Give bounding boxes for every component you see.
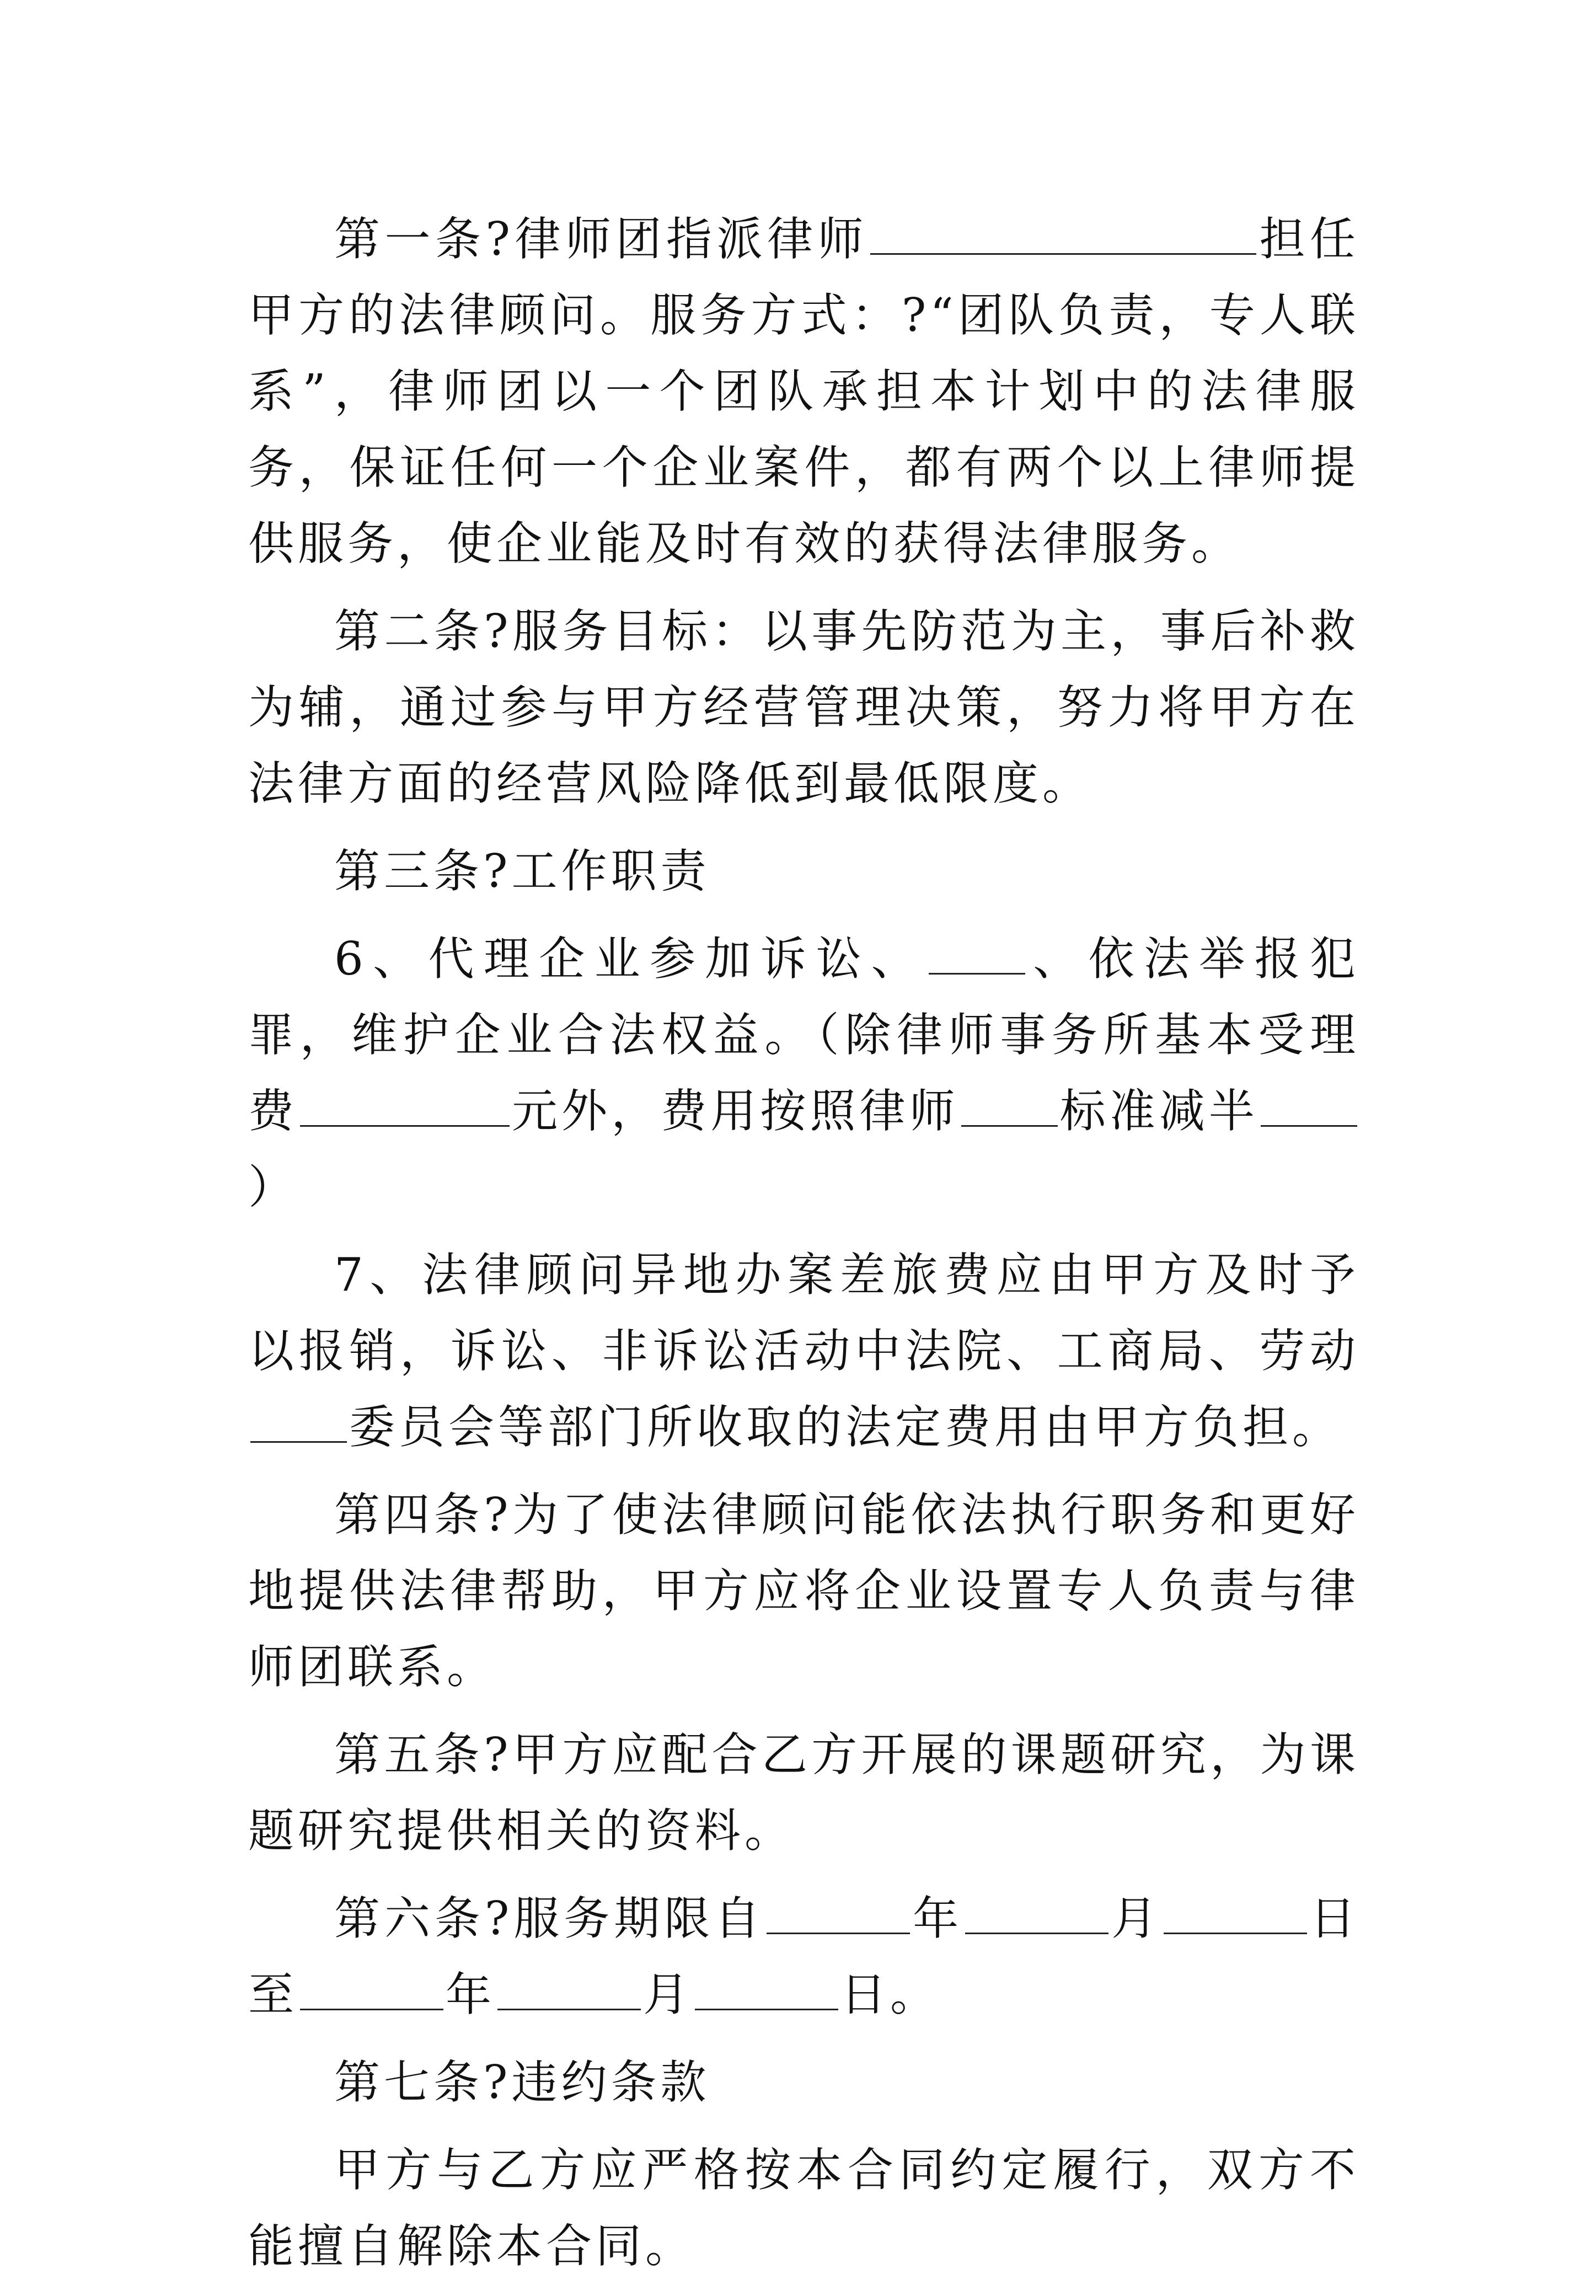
- article-6-paragraph: [248, 1881, 1359, 2033]
- text-run: 委员会等部门所收取的法定费用由甲方负担。: [349, 1400, 1342, 1454]
- fill-in-blank: [300, 1087, 510, 1127]
- text-run: 第四条?为了使法律顾问能依法执行职务和更好地提供法律帮助，甲方应将企业设置专人负责与律师团联系。: [248, 1488, 1359, 1694]
- text-run: 第二条?服务目标：以事先防范为主，事后补救为辅，通过参与甲方经营管理决策，努力将甲方在法律方面的经营风险降低到最低限度。: [248, 604, 1359, 810]
- text-run: 6、代理企业参加诉讼、: [334, 932, 926, 986]
- text-run: 担任甲方的法律顾问。服务方式：?“团队负责，专人联系”，律师团以一个团队承担本计划中的法律服务，保证任何一个企业案件，都有两个以上律师提供服务，使企业能及时有效的获得法律服务。: [248, 212, 1359, 570]
- fill-in-blank: [1261, 1087, 1357, 1127]
- fill-in-blank: [695, 1970, 838, 2010]
- article-7-paragraph: [248, 2132, 1359, 2284]
- fill-in-blank: [929, 934, 1025, 975]
- fill-in-blank: [961, 1087, 1058, 1127]
- text-run: 年: [446, 1968, 495, 2021]
- article-4-paragraph: [248, 1477, 1359, 1705]
- fill-in-blank: [1164, 1894, 1307, 1934]
- fill-in-blank: [250, 1403, 347, 1443]
- fill-in-blank: [300, 1970, 443, 2010]
- text-run: 第五条?甲方应配合乙方开展的课题研究，为课题研究提供相关的资料。: [248, 1728, 1359, 1858]
- text-run: 第三条?工作职责: [334, 844, 710, 898]
- text-run: 7、法律顾问异地办案差旅费应由甲方及时予以报销，诉讼、非诉讼活动中法院、工商局、劳动: [248, 1248, 1359, 1378]
- text-run: 第一条?律师团指派律师: [334, 212, 868, 266]
- article-7-heading: [248, 2045, 1359, 2121]
- text-run: 甲方与乙方应严格按本合同约定履行，双方不能擅自解除本合同。: [248, 2143, 1359, 2273]
- duty-item-6: [248, 921, 1359, 1225]
- text-run: 标准减半: [1059, 1084, 1258, 1138]
- fill-in-blank: [767, 1894, 910, 1934]
- fill-in-blank: [870, 215, 1256, 255]
- duty-item-7: [248, 1237, 1359, 1465]
- fill-in-blank: [965, 1894, 1108, 1934]
- text-run: ）: [248, 1160, 298, 1214]
- text-run: 日至: [248, 1892, 1360, 2021]
- article-2-paragraph: [248, 593, 1359, 822]
- text-run: 月: [643, 1968, 693, 2021]
- text-run: 年: [912, 1892, 963, 1945]
- article-1-paragraph: [248, 201, 1359, 582]
- text-run: 月: [1111, 1892, 1162, 1945]
- document-page: [248, 201, 1359, 2296]
- text-run: 第七条?违约条款: [334, 2056, 710, 2109]
- article-3-heading: [248, 833, 1359, 909]
- fill-in-blank: [497, 1970, 641, 2010]
- text-run: 第六条?服务期限自: [334, 1892, 765, 1945]
- text-run: 、依法举报犯罪，维护企业合法权益。（除律师事务所基本受理费: [248, 932, 1359, 1138]
- text-run: 日。: [840, 1968, 940, 2021]
- article-5-paragraph: [248, 1717, 1359, 1869]
- text-run: 元外，费用按照律师: [512, 1084, 959, 1138]
